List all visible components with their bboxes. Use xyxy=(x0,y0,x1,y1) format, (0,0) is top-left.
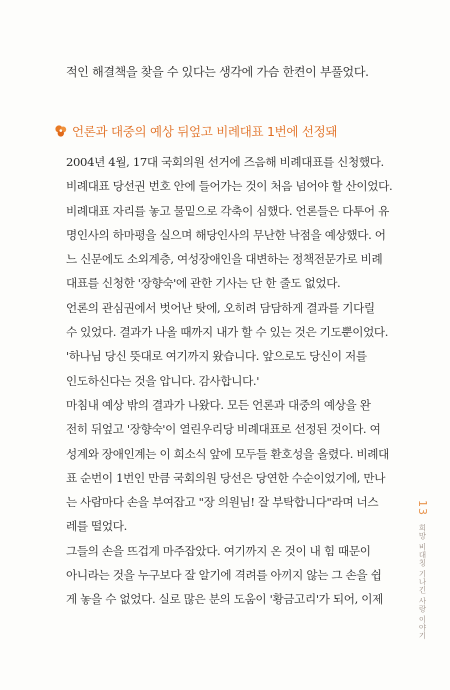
body-line: 대표를 신청한 '장향숙'에 관한 기사는 단 한 줄도 없었다. xyxy=(66,276,341,291)
body-line: 인도하신다는 것을 압니다. 감사합니다.' xyxy=(66,373,260,388)
body-line: 성계와 장애인계는 이 희소식 앞에 모두들 환호성을 올렸다. 비례대 xyxy=(66,446,389,461)
running-head xyxy=(416,500,429,640)
section-heading-text: 언론과 대중의 예상 뒤엎고 비례대표 1번에 선정돼 xyxy=(72,124,338,139)
body-line: 수 있었다. 결과가 나올 때까지 내가 할 수 있는 것은 기도뿐이었다. xyxy=(66,325,389,340)
body-line: 아니라는 것을 누구보다 잘 알기에 격려를 아끼지 않는 그 손을 쉽 xyxy=(66,568,382,583)
body-line: 느 신문에도 소외계층, 여성장애인을 대변하는 정책전문가로 비례 xyxy=(66,252,383,267)
body-line: 비례대표 당선권 번호 안에 들어가는 것이 처음 넘어야 할 산이었다. xyxy=(66,179,393,194)
section-heading xyxy=(54,122,337,140)
body-paragraphs xyxy=(66,150,396,612)
body-line: 비례대표 자리를 놓고 물밑으로 각축이 심했다. 언론들은 다투어 유 xyxy=(66,203,389,218)
body-line: 명인사의 하마평을 실으며 해당인사의 무난한 낙점을 예상했다. 어 xyxy=(66,227,386,242)
flower-bullet-icon xyxy=(54,124,68,138)
body-line: 레를 떨었다. xyxy=(66,519,127,534)
body-line: 그들의 손을 뜨겁게 마주잡았다. 여기까지 온 것이 내 힘 때문이 xyxy=(66,543,371,558)
running-head-title: 희망 비대칭 기나긴 사랑 이야기 xyxy=(418,524,427,640)
body-line: '하나님 당신 뜻대로 여기까지 왔습니다. 앞으로도 당신이 저를 xyxy=(66,349,367,364)
intro-line: 적인 해결책을 찾을 수 있다는 생각에 가슴 한켠이 부풀었다. xyxy=(66,65,369,79)
body-line: 전히 뒤엎고 '장향숙'이 열린우리당 비례대표로 선정된 것이다. 여 xyxy=(66,422,381,437)
body-line: 표 순번이 1번인 만큼 국회의원 당선은 당연한 수순이었기에, 만나 xyxy=(66,470,386,485)
body-line: 는 사람마다 손을 부여잡고 "장 의원님! 잘 부탁합니다"라며 너스 xyxy=(66,495,379,510)
body-line: 2004년 4월, 17대 국회의원 선거에 즈음해 비례대표를 신청했다. xyxy=(66,155,384,169)
page-number: 13 xyxy=(416,500,429,516)
body-line: 게 놓을 수 없었다. 실로 많은 분의 도움이 '황금고리'가 되어, 이제 xyxy=(66,592,383,607)
body-line: 마침내 예상 밖의 결과가 나왔다. 모든 언론과 대중의 예상을 완 xyxy=(66,397,371,412)
body-line: 언론의 관심권에서 벗어난 탓에, 오히려 담담하게 결과를 기다릴 xyxy=(66,300,375,315)
